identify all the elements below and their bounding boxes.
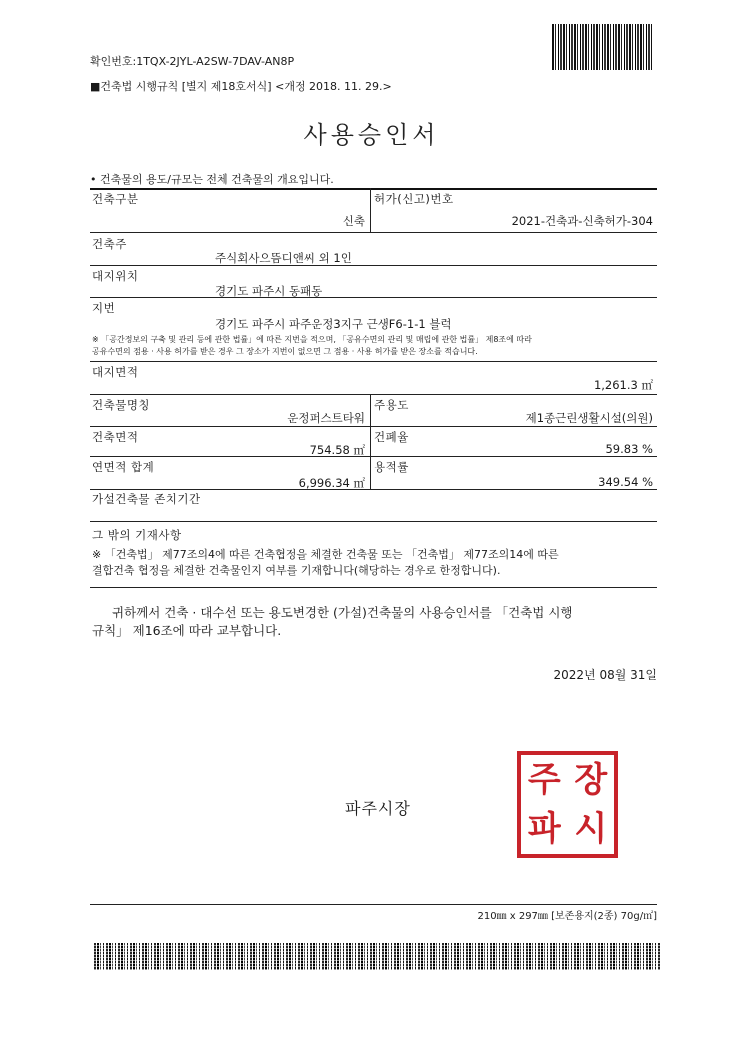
main-use-label: 주용도 <box>374 398 409 412</box>
permit-number-label: 허가(신고)번호 <box>374 192 454 206</box>
floor-area-ratio-label: 용적률 <box>374 460 409 474</box>
lot-number-label: 지번 <box>92 301 116 315</box>
form-reference: ■건축법 시행규칙 [별지 제18호서식] <개정 2018. 11. 29.> <box>90 80 392 93</box>
row-divider <box>90 232 657 233</box>
building-name-label: 건축물명칭 <box>92 398 151 412</box>
construction-type-label: 건축구분 <box>92 192 139 206</box>
permit-number-value: 2021-건축과-신축허가-304 <box>511 214 653 228</box>
issuance-statement: 규칙」 제16조에 따라 교부합니다. <box>92 623 282 638</box>
row-divider <box>90 456 657 457</box>
other-info-note: 결합건축 협정을 체결한 건축물인지 여부를 기재합니다(해당하는 경우로 한정합니다). <box>92 564 501 577</box>
main-use-value: 제1종근린생활시설(의원) <box>525 411 653 425</box>
lot-number-value: 경기도 파주시 파주운정3지구 근생F6-1-1 블럭 <box>215 317 452 331</box>
seal-character: 파 <box>527 809 561 850</box>
confirmation-number: 확인번호:1TQX-2JYL-A2SW-7DAV-AN8P <box>90 55 295 68</box>
document-barcode <box>552 24 652 70</box>
coverage-ratio-value: 59.83 % <box>605 442 653 456</box>
lot-number-note: ※ 「공간정보의 구축 및 관리 등에 관한 법률」에 따른 지번을 적으며, 「공유수면의 관리 및 매립에 관한 법률」 제8조에 따라 <box>92 335 532 344</box>
issuance-statement: 귀하께서 건축 · 대수선 또는 용도변경한 (가설)건축물의 사용승인서를 「건축법 시행 <box>112 605 573 620</box>
other-info-note: ※ 「건축법」 제77조의4에 따른 건축협정을 체결한 건축물 또는 「건축법」 제77조의14에 따른 <box>92 548 559 561</box>
row-divider <box>90 394 657 395</box>
total-floor-area-label: 연면적 합계 <box>92 460 155 474</box>
lot-number-note: 공유수면의 점용 · 사용 허가를 받은 경우 그 장소가 지번이 없으면 그 점용 · 사용 허가를 받은 장소를 적습니다. <box>92 347 478 356</box>
issue-date: 2022년 08월 31일 <box>553 668 657 682</box>
security-barcode-strip <box>94 943 660 970</box>
column-divider <box>370 188 371 232</box>
document-title: 사용승인서 <box>303 121 440 149</box>
owner-label: 건축주 <box>92 237 127 251</box>
paper-spec: 210㎜ x 297㎜ [보존용지(2종) 70g/㎡] <box>477 911 657 922</box>
seal-character: 장 <box>574 759 608 800</box>
building-area-label: 건축면적 <box>92 430 139 444</box>
column-divider <box>370 394 371 489</box>
row-divider <box>90 521 657 522</box>
owner-value: 주식회사으뜸디앤씨 외 1인 <box>215 251 352 265</box>
floor-area-ratio-value: 349.54 % <box>598 475 653 489</box>
site-location-label: 대지위치 <box>92 269 139 283</box>
row-divider <box>90 426 657 427</box>
temporary-building-period-label: 가설건축물 존치기간 <box>92 492 201 506</box>
bottom-rule <box>90 904 657 905</box>
construction-type-value: 신축 <box>342 214 365 228</box>
row-divider <box>90 587 657 588</box>
total-floor-area-value: 6,996.34 ㎡ <box>298 476 365 490</box>
building-name-value: 운정퍼스트타워 <box>287 411 365 425</box>
table-top-rule <box>90 188 657 190</box>
site-area-label: 대지면적 <box>92 365 139 379</box>
row-divider <box>90 361 657 362</box>
seal-character: 주 <box>527 759 561 800</box>
row-divider <box>90 265 657 266</box>
issuer-name: 파주시장 <box>345 799 411 818</box>
coverage-ratio-label: 건폐율 <box>374 430 409 444</box>
seal-character: 시 <box>574 809 608 850</box>
building-area-value: 754.58 ㎡ <box>309 443 365 457</box>
site-location-value: 경기도 파주시 동패동 <box>215 284 323 298</box>
top-note: • 건축물의 용도/규모는 전체 건축물의 개요입니다. <box>90 173 334 186</box>
row-divider <box>90 489 657 490</box>
other-info-label: 그 밖의 기재사항 <box>92 528 182 542</box>
site-area-value: 1,261.3 ㎡ <box>593 378 653 392</box>
row-divider <box>90 297 657 298</box>
official-seal <box>517 751 618 858</box>
